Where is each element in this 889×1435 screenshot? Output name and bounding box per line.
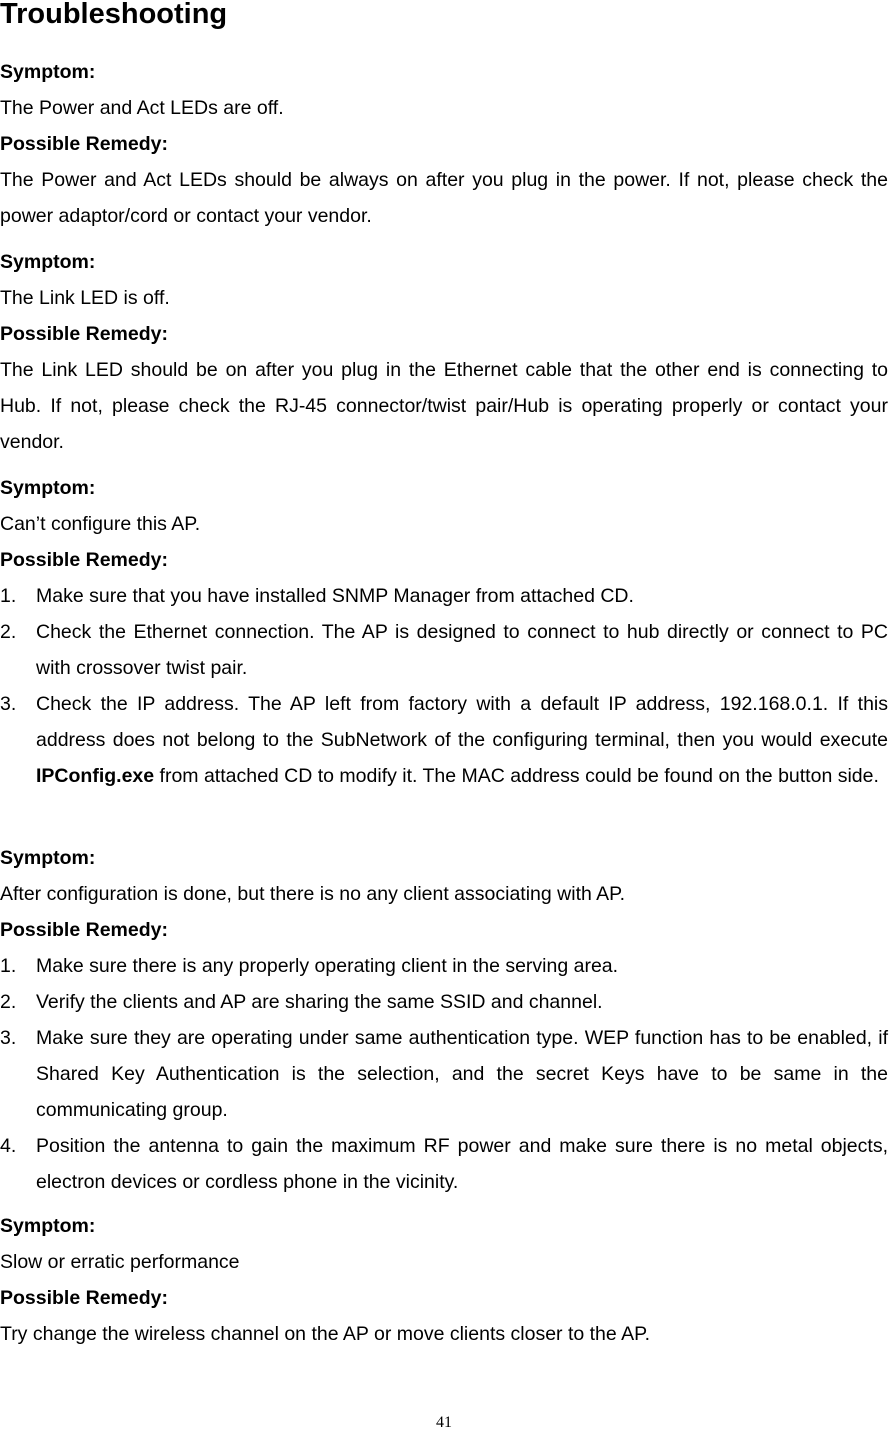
remedy-label: Possible Remedy: (0, 1287, 168, 1309)
troubleshooting-section-power (0, 54, 888, 234)
remedy-list-item (0, 984, 888, 1020)
symptom-label: Symptom: (0, 477, 96, 499)
list-item-text-after: from attached CD to modify it. The MAC address could be found on the button side. (154, 765, 879, 787)
list-item-text: Make sure there is any properly operating client in the serving area. (36, 955, 619, 977)
list-item-text (36, 686, 888, 794)
list-number: 1. (0, 955, 17, 977)
troubleshooting-section-link (0, 244, 888, 460)
symptom-text: Slow or erratic performance (0, 1251, 240, 1273)
remedy-text: Try change the wireless channel on the AP or move clients closer to the AP. (0, 1323, 651, 1345)
list-item-text: Make sure they are operating under same authentication type. WEP function has to be enabled, if Shared Key Authentication is the selection, and the secret Keys have to be same in the communicating group. (36, 1027, 888, 1121)
remedy-label: Possible Remedy: (0, 323, 168, 345)
list-item-text: Verify the clients and AP are sharing the same SSID and channel. (36, 991, 603, 1013)
page-title: Troubleshooting (0, 0, 228, 30)
troubleshooting-section-performance (0, 1208, 888, 1352)
symptom-text: The Power and Act LEDs are off. (0, 97, 284, 119)
symptom-text: The Link LED is off. (0, 287, 170, 309)
list-number: 1. (0, 585, 17, 607)
page-number: 41 (436, 1414, 452, 1431)
remedy-label: Possible Remedy: (0, 549, 168, 571)
ipconfig-filename: IPConfig.exe (36, 765, 155, 787)
list-item-text: Check the Ethernet connection. The AP is designed to connect to hub directly or connect to PC with crossover twist pair. (36, 621, 888, 679)
remedy-list-item (0, 948, 888, 984)
list-item-text-before: Check the IP address. The AP left from factory with a default IP address, 192.168.0.1. If this address does not belong to the SubNetwork of the configuring terminal, then you would execute (36, 693, 888, 751)
list-number: 3. (0, 693, 17, 715)
symptom-label: Symptom: (0, 251, 96, 273)
remedy-list-item (0, 1020, 888, 1128)
symptom-text: After configuration is done, but there is no any client associating with AP. (0, 883, 626, 905)
remedy-list-item (0, 614, 888, 686)
remedy-label: Possible Remedy: (0, 133, 168, 155)
troubleshooting-section-configure (0, 470, 888, 794)
remedy-list-item (0, 1128, 888, 1200)
symptom-label: Symptom: (0, 61, 96, 83)
list-number: 3. (0, 1027, 17, 1049)
remedy-text: The Link LED should be on after you plug in the Ethernet cable that the other end is connecting to Hub. If not, please check the RJ-45 connector/twist pair/Hub is operating properly or contact your vendor. (0, 359, 888, 453)
remedy-list-item (0, 578, 888, 614)
remedy-text: The Power and Act LEDs should be always on after you plug in the power. If not, please check the power adaptor/cord or contact your vendor. (0, 169, 888, 227)
list-number: 2. (0, 621, 17, 643)
remedy-label: Possible Remedy: (0, 919, 168, 941)
symptom-text: Can’t configure this AP. (0, 513, 201, 535)
list-item-text: Position the antenna to gain the maximum RF power and make sure there is no metal objects, electron devices or cordless phone in the vicinity. (36, 1135, 888, 1193)
troubleshooting-section-no-client (0, 840, 888, 1200)
symptom-label: Symptom: (0, 847, 96, 869)
list-number: 2. (0, 991, 17, 1013)
symptom-label: Symptom: (0, 1215, 96, 1237)
remedy-list-item (0, 686, 888, 794)
list-number: 4. (0, 1135, 17, 1157)
list-item-text: Make sure that you have installed SNMP Manager from attached CD. (36, 585, 634, 607)
